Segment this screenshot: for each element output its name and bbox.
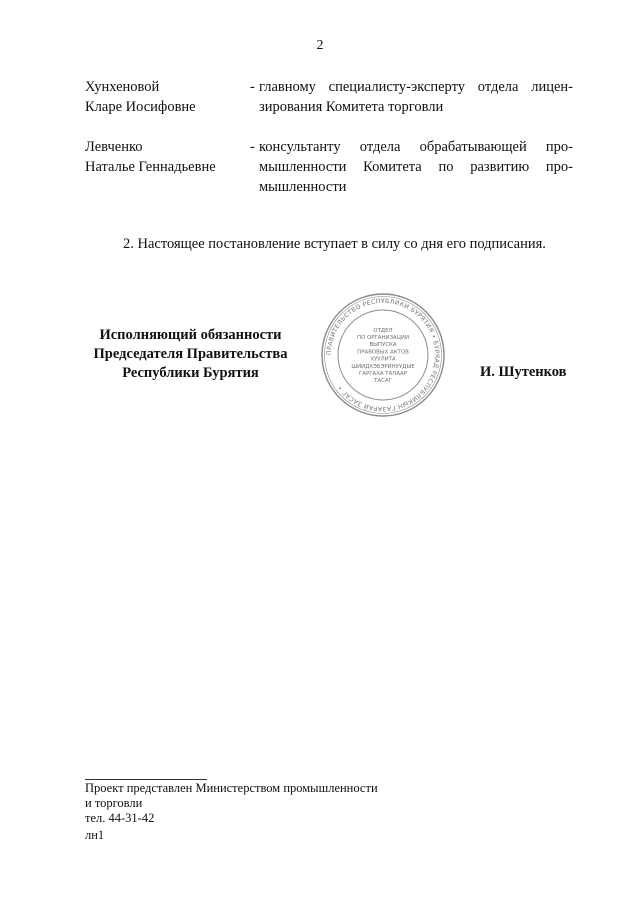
appointee-given-names: Кларе Иосифовне bbox=[85, 99, 196, 115]
appointee-surname: Левченко bbox=[85, 139, 143, 155]
seal-text-line: ОТДЕЛ bbox=[373, 327, 393, 334]
seal-text-line: ШИИДХЭБЭРИНУУДЫЕ bbox=[351, 363, 415, 370]
description-line: консультанту отдела обрабатывающей про- bbox=[259, 139, 573, 155]
seal-text-line: ГАРГАХА ТАЛААР bbox=[359, 371, 407, 377]
appointment-description bbox=[259, 77, 573, 117]
footnote bbox=[85, 781, 378, 826]
signer-name: И. Шутенков bbox=[480, 364, 567, 380]
dash-separator: - bbox=[250, 139, 255, 155]
appointment-row bbox=[85, 77, 573, 121]
description-line: мышленности bbox=[259, 179, 347, 195]
clause-effective-date: 2. Настоящее постановление вступает в силу со дня его подписания. bbox=[123, 236, 546, 252]
seal-text-line: ПРАВОВЫХ АКТОВ bbox=[357, 349, 409, 356]
description-line: главному специалисту-эксперту отдела лицен- bbox=[259, 79, 573, 95]
official-seal-stamp bbox=[320, 292, 446, 418]
signer-title-line: Исполняющий обязанности bbox=[99, 327, 282, 343]
appointee-given-names: Наталье Геннадьевне bbox=[85, 159, 216, 175]
appointee-surname: Хунхеновой bbox=[85, 79, 160, 95]
seal-ring-text: ПРАВИТЕЛЬСТВО РЕСПУБЛИКИ БУРЯТИЯ • БУРЯАД РЕСПУБЛИКЫН ГАЗАРАЙ ЗАСАГ • bbox=[325, 297, 441, 413]
seal-text-line: ХУУЛИТА bbox=[370, 356, 396, 363]
description-line: зирования Комитета торговли bbox=[259, 99, 444, 115]
page-number: 2 bbox=[316, 38, 324, 53]
description-line: мышленности Комитета по развитию про- bbox=[259, 159, 573, 175]
signer-title-line: Председателя Правительства bbox=[93, 346, 288, 362]
signer-title-line: Республики Бурятия bbox=[122, 365, 259, 381]
appointment-description bbox=[259, 137, 573, 197]
appointment-row bbox=[85, 137, 573, 201]
seal-center-text bbox=[351, 328, 415, 384]
footnote-line: тел. 44-31-42 bbox=[85, 811, 155, 825]
appointee-name bbox=[85, 77, 245, 117]
footnote-divider bbox=[85, 779, 207, 780]
signer-title bbox=[78, 326, 303, 383]
seal-text-line: ВЫПУСКА bbox=[369, 342, 397, 349]
document-reference-code: лн1 bbox=[85, 828, 105, 842]
appointee-name bbox=[85, 137, 245, 177]
seal-text-line: ТАСАГ bbox=[374, 378, 392, 385]
footnote-line: Проект представлен Министерством промышленности bbox=[85, 781, 378, 795]
dash-separator: - bbox=[250, 79, 255, 95]
footnote-line: и торговли bbox=[85, 796, 143, 810]
seal-text-line: ПО ОРГАНИЗАЦИИ bbox=[357, 335, 409, 341]
